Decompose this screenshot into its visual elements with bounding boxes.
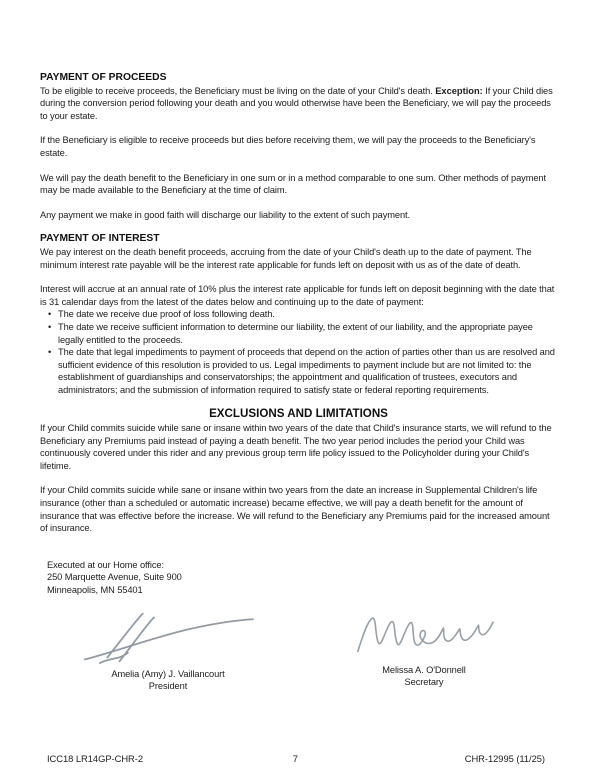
signature-block-president [66, 609, 270, 692]
paragraph: Interest will accrue at an annual rate of 10% plus the interest rate applicable for funds left on deposit beginning with the date that is 31 calendar days from the latest of the dates below and continuing up to the date of payment: [40, 284, 555, 307]
bullet-marker: • [48, 309, 52, 320]
signatory-name: Amelia (Amy) J. Vaillancourt [111, 668, 225, 679]
page-number: 7 [292, 753, 298, 765]
paragraph: We will pay the death benefit to the Beneficiary in one sum or in a method comparable to one sum. Other methods of payment may be made available to the Beneficiary at the time of claim. [40, 172, 546, 196]
list-item [40, 308, 557, 321]
secretary-signature-image [351, 609, 497, 661]
paragraph: If the Beneficiary is eligible to receive proceeds but dies before receiving them, we will pay the proceeds to the Beneficiary's estate. [40, 135, 536, 158]
section-payment-of-interest [40, 233, 557, 396]
paragraph: If your Child commits suicide while sane or insane within two years from the date an increase in Supplemental Children's life insurance (other than a scheduled or automatic increase) became effective, we will pay a death benefit for the amount of insurance that was effective before the increase. We will refund to the Beneficiary any Premiums paid for the increased amount of insurance. [40, 485, 550, 534]
signature-block-secretary [346, 609, 502, 692]
execution-block [47, 559, 557, 597]
signatory-name: Melissa A. O'Donnell [382, 664, 466, 675]
president-signature-image [75, 609, 261, 665]
paragraph [40, 85, 557, 123]
bullet-list [40, 308, 557, 396]
bullet-text: The date we receive sufficient information to determine our liability, the extent of our liability, and the appropriate payee legally entitled to the proceeds. [58, 321, 533, 345]
paragraph: If your Child commits suicide while sane or insane within two years of the date that Child's insurance starts, we will refund to the Beneficiary any Premiums paid instead of paying a death benefit. The two year period includes the period your Child was continuously covered under this rider and any previous group term life policy issued to the Policyholder during your Child's lifetime. [40, 423, 552, 471]
paragraph-text: To be eligible to receive proceeds, the Beneficiary must be living on the date of your Child's death. [40, 85, 436, 96]
signatory-title: President [148, 680, 188, 691]
execution-line: Executed at our Home office: [47, 559, 164, 570]
paragraph-text: If your Child dies during the conversion period following your death and you would otherwise have been the Beneficiary, we will pay the proceeds to your estate. [40, 85, 553, 121]
bullet-marker: • [48, 347, 52, 358]
bullet-marker: • [48, 321, 52, 332]
signature-row [40, 609, 557, 692]
section-payment-of-proceeds [40, 72, 557, 221]
section-exclusions-and-limitations [40, 408, 557, 534]
list-item [40, 346, 557, 396]
section-heading-payment-of-proceeds: PAYMENT OF PROCEEDS [40, 72, 167, 83]
signatory-title: Secretary [404, 676, 444, 687]
form-number: ICC18 LR14GP-CHR-2 [47, 753, 144, 765]
bullet-text: The date that legal impediments to payment of proceeds that depend on the action of parties other than us are resolved and sufficient evidence of this resolution is provided to us. Legal impediments to payment include but are not limited to: the establishment of guardianships and conservatorships; the appointment and qualification of trustees, executors and administrators; and the submission of information required to satisfy state or federal reporting requirements. [58, 347, 555, 395]
section-heading-exclusions: EXCLUSIONS AND LIMITATIONS [209, 407, 388, 421]
document-body [40, 72, 557, 692]
list-item [40, 321, 557, 346]
paragraph: Any payment we make in good faith will discharge our liability to the extent of such payment. [40, 209, 411, 220]
section-heading-payment-of-interest: PAYMENT OF INTEREST [40, 233, 160, 245]
home-office-address-line1: 250 Marquette Avenue, Suite 900 [47, 572, 182, 583]
exception-label: Exception: [435, 85, 483, 96]
paragraph: We pay interest on the death benefit proceeds, accruing from the date of your Child's death up to the date of payment. The minimum interest rate payable will be the interest rate applicable for funds left on deposit with us as of the date of death. [40, 246, 532, 270]
home-office-address-line2: Minneapolis, MN 55401 [47, 585, 143, 595]
bullet-text: The date we receive due proof of loss following death. [58, 309, 275, 320]
document-code: CHR-12995 (11/25) [464, 753, 545, 765]
